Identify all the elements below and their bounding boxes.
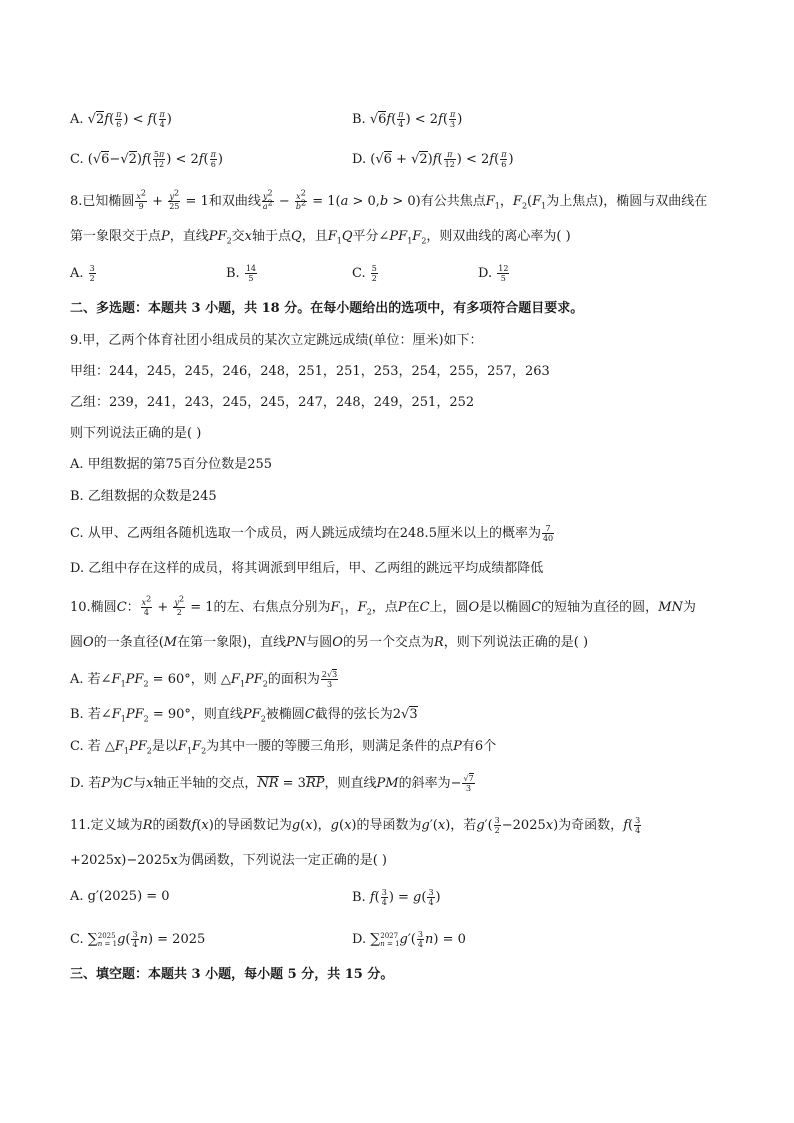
section-3-heading: 三、填空题：本题共 3 小题，每小题 5 分，共 15 分。 bbox=[70, 967, 394, 982]
section-2-heading: 二、多选题：本题共 3 小题，共 18 分。在每小题给出的选项中，有多项符合题目要求。 bbox=[70, 301, 584, 316]
q10-option-d: D. 若P为C与x轴正半轴的交点，NR = 3RP，则直线PM的斜率为− $\frac{√7}{3}$ bbox=[70, 774, 474, 793]
q9-option-c: C. 从甲、乙两组各随机选取一个成员，两人跳远成绩均在248.5厘米以上的概率为 $\frac{7}{40}$ bbox=[70, 524, 554, 543]
q9-option-a: A. 甲组数据的第75百分位数是255 bbox=[70, 457, 273, 472]
q7-option-c: C. (√6−√2)f( $\frac{5\pi}{12}$ ) < 2f( $\frac{\pi}{6}$ ) bbox=[70, 150, 223, 169]
q9-ask: 则下列说法正确的是( ) bbox=[70, 426, 202, 441]
q8-option-a: A. $\frac{3}{2}$ bbox=[70, 264, 95, 283]
q9-stem: 9.甲，乙两个体育社团小组成员的某次立定跳远成绩(单位：厘米)如下： bbox=[70, 333, 483, 348]
q8-stem-line2: 第一象限交于点P，直线$PF_2$交x轴于点Q，且$F_1Q$平分$\angle PF_1F_2$，则双曲线的离心率为( ) bbox=[70, 229, 571, 246]
q8-stem-line1: 8.已知椭圆 $\frac{x^2}{9}$ + $\frac{y^2}{25}$ = 1和双曲线 $\frac{y^2}{a^2}$ − $\frac{x^2}{b^2}$ = 1(a > 0,b > 0)有公共焦点$F_1$，$F_2(F_1$为上焦点)，椭圆与双曲线在 bbox=[70, 188, 708, 211]
q9-option-d: D. 乙组中存在这样的成员，将其调派到甲组后，甲、乙两组的跳远平均成绩都降低 bbox=[70, 561, 544, 576]
q8-option-c: C. $\frac{5}{2}$ bbox=[352, 264, 377, 283]
q11-option-b: B. f( $\frac{3}{4}$ ) = g( $\frac{3}{4}$ ) bbox=[352, 888, 441, 907]
q10-stem-line2: 圆O的一条直径(M在第一象限)，直线PN与圆O的另一个交点为R，则下列说法正确的是( ) bbox=[70, 635, 589, 650]
q8-option-b: B. $\frac{14}{5}$ bbox=[226, 264, 257, 283]
q10-stem-line1: 10.椭圆C： $\frac{x^2}{4}$ + $\frac{y^2}{2}$ = 1的左、右焦点分别为$F_1$，$F_2$，点P在C上，圆O是以椭圆C的短轴为直径的圆，MN为 bbox=[70, 594, 696, 617]
q10-option-b: B. 若$\angle F_1PF_2 = 90^\circ$，则直线$PF_2$被椭圆C截得的弦长为2√3 bbox=[70, 707, 418, 724]
q9-group-b-data: 乙组：239，241，243，245，245，247，248，249，251，252 bbox=[70, 395, 475, 410]
q11-stem-line2: +2025x)−2025x为偶函数，下列说法一定正确的是( ) bbox=[70, 853, 387, 868]
q8-option-d: D. $\frac{12}{5}$ bbox=[478, 264, 509, 283]
q11-option-d: D. ∑2027 n = 1g′( $\frac{3}{4}$ n) = 0 bbox=[352, 930, 466, 949]
q9-option-b: B. 乙组数据的众数是245 bbox=[70, 489, 217, 504]
q10-option-a: A. 若$\angle F_1PF_2 = 60^\circ$，则 $\triangle F_1PF_2$的面积为 $\frac{2√3}{3}$ bbox=[70, 670, 338, 689]
q7-option-d: D. (√6 + √2)f( $\frac{\pi}{12}$ ) < 2f( $\frac{\pi}{6}$ ) bbox=[352, 150, 514, 169]
q7-option-a: A. √2f( $\frac{\pi}{6}$ ) < f( $\frac{\pi}{4}$ ) bbox=[70, 110, 172, 129]
q11-stem-line1: 11.定义域为R的函数f(x)的导函数记为g(x)，g(x)的导函数为g′(x)，若g′( $\frac{3}{2}$ −2025x)为奇函数，f( $\frac{3}{4}$ bbox=[70, 816, 641, 835]
q9-group-a-data: 甲组：244，245，245，246，248，251，251，253，254，255，257，263 bbox=[70, 364, 550, 379]
q11-option-c: C. ∑2025 n = 1g( $\frac{3}{4}$ n) = 2025 bbox=[70, 930, 206, 949]
q11-option-a: A. g′(2025) = 0 bbox=[70, 889, 170, 904]
q7-option-b: B. √6f( $\frac{\pi}{4}$ ) < 2f( $\frac{\pi}{3}$ ) bbox=[352, 110, 463, 129]
q10-option-c: C. 若 $\triangle F_1PF_2$是以$F_1F_2$为其中一腰的等腰三角形，则满足条件的点P有6个 bbox=[70, 739, 497, 756]
